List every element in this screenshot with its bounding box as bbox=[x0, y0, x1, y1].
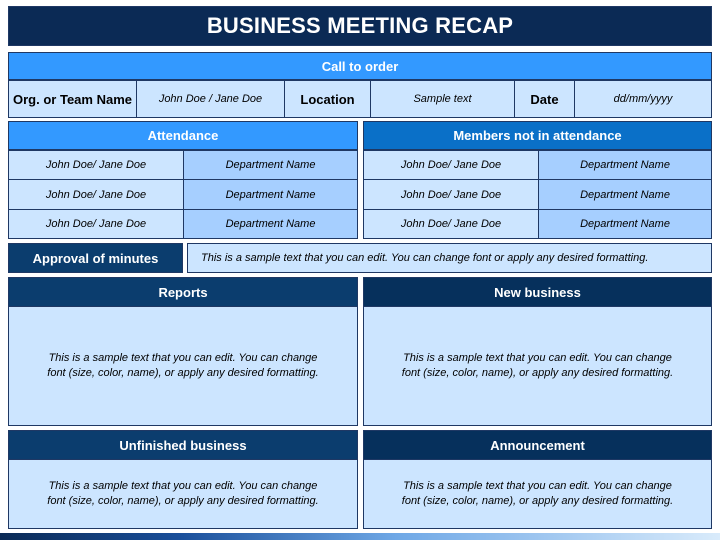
org-label: Org. or Team Name bbox=[8, 80, 137, 118]
unfinished-business-header: Unfinished business bbox=[8, 430, 358, 460]
not-attending-name-2[interactable]: John Doe/ Jane Doe bbox=[363, 179, 539, 210]
attendance-name-1[interactable]: John Doe/ Jane Doe bbox=[8, 150, 184, 180]
new-business-header: New business bbox=[363, 277, 712, 307]
announcement-text[interactable]: This is a sample text that you can edit. You can change font (size, color, name), or apply any desired formatting. bbox=[363, 459, 712, 529]
date-value[interactable]: dd/mm/yyyy bbox=[574, 80, 712, 118]
attendance-header: Attendance bbox=[8, 121, 358, 150]
attendance-department-3[interactable]: Department Name bbox=[183, 209, 358, 239]
not-attending-department-3[interactable]: Department Name bbox=[538, 209, 712, 239]
date-label: Date bbox=[514, 80, 575, 118]
reports-header: Reports bbox=[8, 277, 358, 307]
org-value[interactable]: John Doe / Jane Doe bbox=[136, 80, 285, 118]
announcement-header: Announcement bbox=[363, 430, 712, 460]
location-label: Location bbox=[284, 80, 371, 118]
new-business-text[interactable]: This is a sample text that you can edit. You can change font (size, color, name), or apply any desired formatting. bbox=[363, 306, 712, 426]
attendance-name-2[interactable]: John Doe/ Jane Doe bbox=[8, 179, 184, 210]
approval-text[interactable]: This is a sample text that you can edit. You can change font or apply any desired formatting. bbox=[187, 243, 712, 273]
not-attending-name-3[interactable]: John Doe/ Jane Doe bbox=[363, 209, 539, 239]
call-to-order-header: Call to order bbox=[8, 52, 712, 80]
footer-gradient-bar bbox=[0, 533, 720, 540]
approval-label: Approval of minutes bbox=[8, 243, 183, 273]
not-attending-department-1[interactable]: Department Name bbox=[538, 150, 712, 180]
unfinished-business-text[interactable]: This is a sample text that you can edit. You can change font (size, color, name), or apply any desired formatting. bbox=[8, 459, 358, 529]
not-attending-header: Members not in attendance bbox=[363, 121, 712, 150]
not-attending-name-1[interactable]: John Doe/ Jane Doe bbox=[363, 150, 539, 180]
location-value[interactable]: Sample text bbox=[370, 80, 515, 118]
attendance-name-3[interactable]: John Doe/ Jane Doe bbox=[8, 209, 184, 239]
attendance-department-1[interactable]: Department Name bbox=[183, 150, 358, 180]
reports-text[interactable]: This is a sample text that you can edit. You can change font (size, color, name), or apply any desired formatting. bbox=[8, 306, 358, 426]
not-attending-department-2[interactable]: Department Name bbox=[538, 179, 712, 210]
attendance-department-2[interactable]: Department Name bbox=[183, 179, 358, 210]
page-title: BUSINESS MEETING RECAP bbox=[8, 6, 712, 46]
